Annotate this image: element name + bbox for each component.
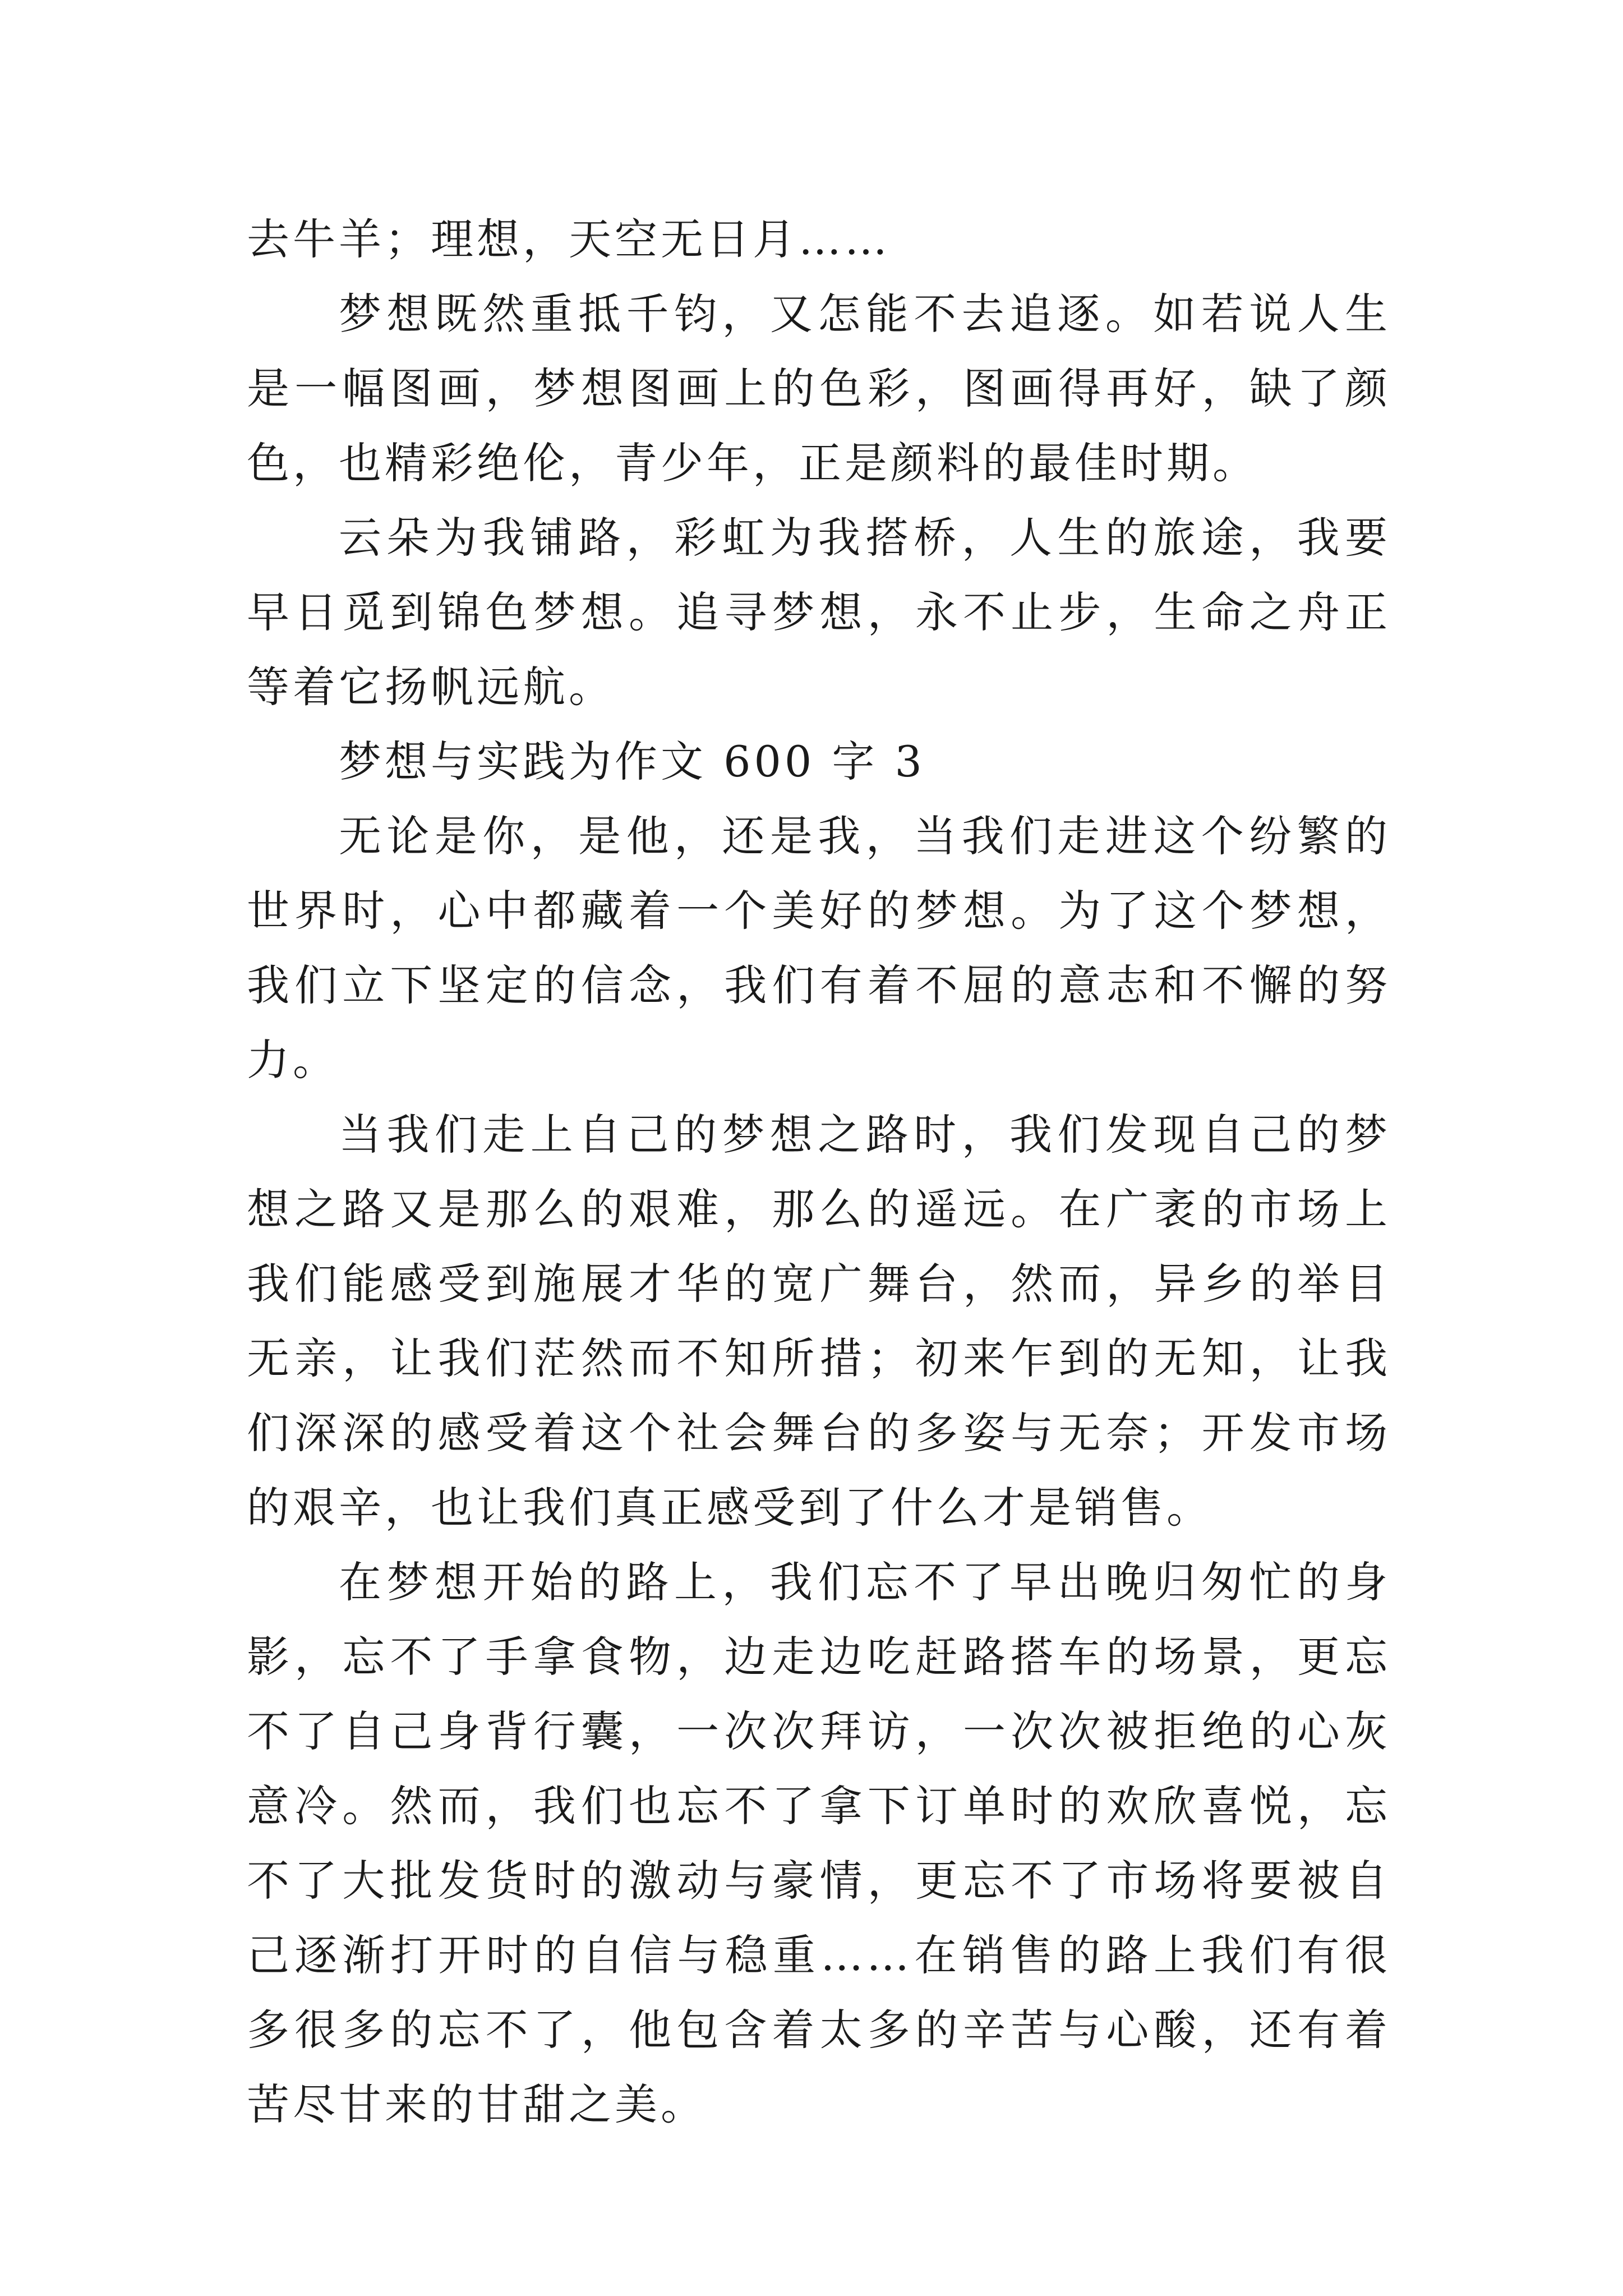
document-body [247, 202, 1391, 2142]
paragraph: 当我们走上自己的梦想之路时，我们发现自己的梦想之路又是那么的艰难，那么的遥远。在广袤的市场上我们能感受到施展才华的宽广舞台，然而，异乡的举目无亲，让我们茫然而不知所措；初来乍到的无知，让我们深深的感受着这个社会舞台的多姿与无奈；开发市场的艰辛，也让我们真正感受到了什么才是销售。 [247, 1110, 1391, 1533]
paragraph: 在梦想开始的路上，我们忘不了早出晚归匆忙的身影，忘不了手拿食物，边走边吃赶路搭车的场景，更忘不了自己身背行囊，一次次拜访，一次次被拒绝的心灰意冷。然而，我们也忘不了拿下订单时的欢欣喜悦，忘不了大批发货时的激动与豪情，更忘不了市场将要被自己逐渐打开时的自信与稳重……在销售的路上我们有很多很多的忘不了，他包含着太多的辛苦与心酸，还有着苦尽甘来的甘甜之美。 [247, 1557, 1391, 2129]
paragraph: 无论是你，是他，还是我，当我们走进这个纷繁的世界时，心中都藏着一个美好的梦想。为了这个梦想，我们立下坚定的信念，我们有着不屈的意志和不懈的努力。 [247, 811, 1391, 1085]
paragraph-continuation: 去牛羊；理想，天空无日月…… [247, 214, 891, 264]
paragraph: 梦想既然重抵千钧，又怎能不去追逐。如若说人生是一幅图画，梦想图画上的色彩，图画得再好，缺了颜色，也精彩绝伦，青少年，正是颜料的最佳时期。 [247, 289, 1391, 488]
section-heading: 梦想与实践为作文 600 字 3 [339, 737, 925, 786]
paragraph: 云朵为我铺路，彩虹为我搭桥，人生的旅途，我要早日觅到锦色梦想。追寻梦想，永不止步，生命之舟正等着它扬帆远航。 [247, 513, 1391, 712]
